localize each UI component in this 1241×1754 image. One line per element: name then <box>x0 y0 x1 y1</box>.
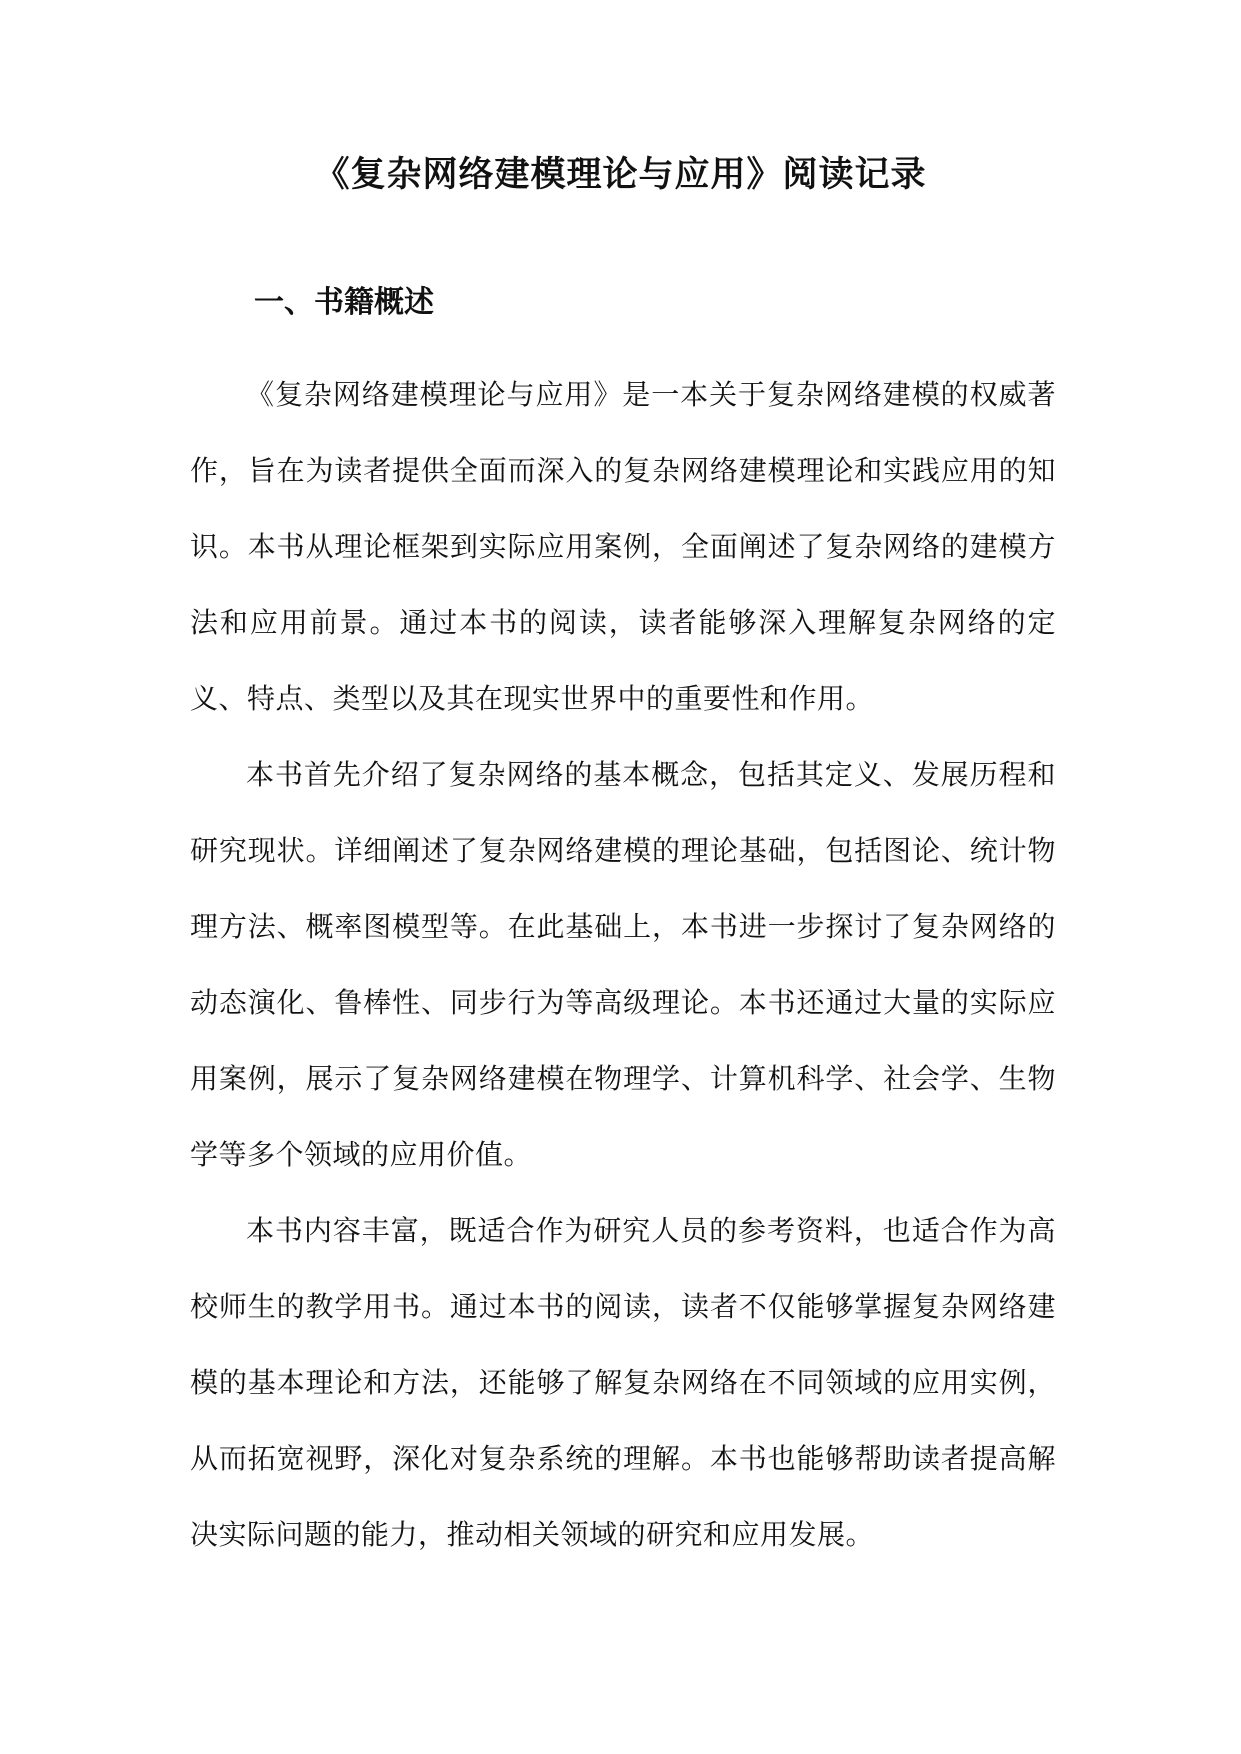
paragraph-1: 《复杂网络建模理论与应用》是一本关于复杂网络建模的权威著作，旨在为读者提供全面而深入的复杂网络建模理论和实践应用的知识。本书从理论框架到实际应用案例，全面阐述了复杂网络的建模方法和应用前景。通过本书的阅读，读者能够深入理解复杂网络的定义、特点、类型以及其在现实世界中的重要性和作用。 <box>190 378 1056 715</box>
paragraph-2: 本书首先介绍了复杂网络的基本概念，包括其定义、发展历程和研究现状。详细阐述了复杂网络建模的理论基础，包括图论、统计物理方法、概率图模型等。在此基础上，本书进一步探讨了复杂网络的动态演化、鲁棒性、同步行为等高级理论。本书还通过大量的实际应用案例，展示了复杂网络建模在物理学、计算机科学、社会学、生物学等多个领域的应用价值。 <box>190 758 1056 1171</box>
section-heading-overview: 一、书籍概述 <box>254 285 434 320</box>
document-title: 《复杂网络建模理论与应用》阅读记录 <box>314 155 927 195</box>
paragraph-3: 本书内容丰富，既适合作为研究人员的参考资料，也适合作为高校师生的教学用书。通过本书的阅读，读者不仅能够掌握复杂网络建模的基本理论和方法，还能够了解复杂网络在不同领域的应用实例，从而拓宽视野，深化对复杂系统的理解。本书也能够帮助读者提高解决实际问题的能力，推动相关领域的研究和应用发展。 <box>190 1214 1056 1551</box>
